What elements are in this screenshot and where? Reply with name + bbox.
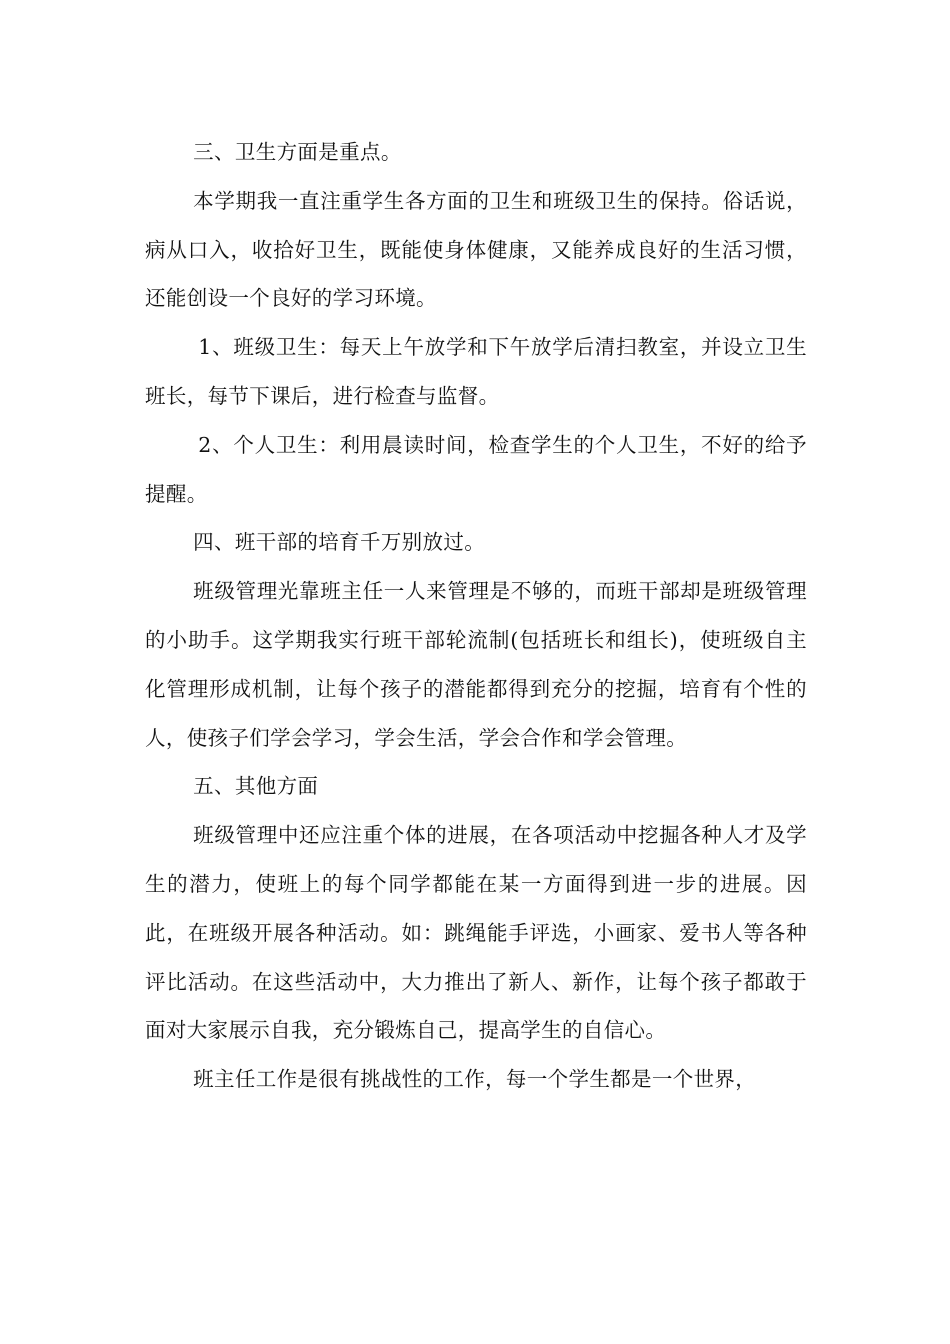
section-heading-hygiene: 三、卫生方面是重点。: [193, 140, 402, 164]
section-heading-other: 五、其他方面: [193, 774, 319, 799]
paragraph-hygiene-intro: 本学期我一直注重学生各方面的卫生和班级卫生的保持。俗话说，病从口入，收拾好卫生，既能使身体健康，又能养成良好的生活习惯，还能创设一个良好的学习环境。: [145, 188, 807, 311]
paragraph-other: 班级管理中还应注重个体的进展，在各项活动中挖掘各种人才及学生的潜力，使班上的每个同学都能在某一方面得到进一步的进展。因此，在班级开展各种活动。如：跳绳能手评选，小画家、爱书人等各种评比活动。在这些活动中，大力推出了新人、新作，让每个孩子都敢于面对大家展示自我，充分锻炼自己，提高学生的自信心。: [145, 823, 807, 1043]
paragraph-conclusion: 班主任工作是很有挑战性的工作，每一个学生都是一个世界，: [193, 1067, 757, 1092]
paragraph-class-cadres: 班级管理光靠班主任一人来管理是不够的，而班干部却是班级管理的小助手。这学期我实行班干部轮流制(包括班长和组长)，使班级自主化管理形成机制，让每个孩子的潜能都得到充分的挖掘，培育有个性的人，使孩子们学会学习，学会生活，学会合作和学会管理。: [145, 579, 807, 750]
section-heading-class-cadres: 四、班干部的培育千万别放过。: [193, 530, 486, 555]
list-item-personal-hygiene: 2、个人卫生：利用晨读时间，检查学生的个人卫生，不好的给予提醒。: [145, 432, 807, 506]
list-item-class-hygiene: 1、班级卫生：每天上午放学和下午放学后清扫教室，并设立卫生班长，每节下课后，进行检查与监督。: [145, 335, 807, 408]
document-body: [145, 128, 807, 1104]
